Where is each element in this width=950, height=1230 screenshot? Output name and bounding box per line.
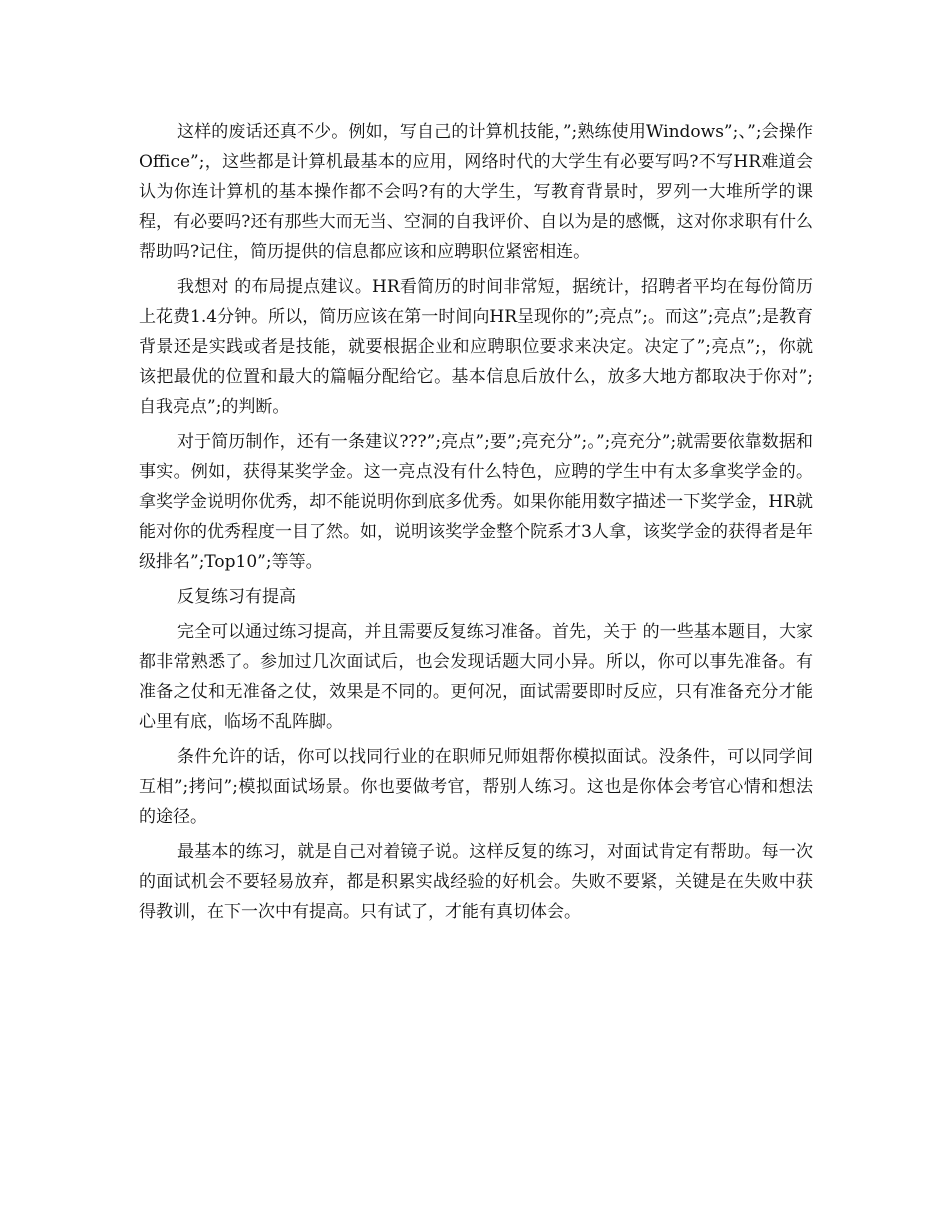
paragraph-1: 这样的废话还真不少。例如，写自己的计算机技能，”;熟练使用Windows”;、”;会操作Office”;，这些都是计算机最基本的应用，网络时代的大学生有必要写吗?不写HR难道会认为你连计算机的基本操作都不会吗?有的大学生，写教育背景时，罗列一大堆所学的课程，有必要吗?还有那些大而无当、空洞的自我评价、自以为是的感慨，这对你求职有什么帮助吗?记住，简历提供的信息都应该和应聘职位紧密相连。 [139, 122, 813, 262]
paragraph-5: 条件允许的话，你可以找同行业的在职师兄师姐帮你模拟面试。没条件，可以同学间互相”;拷问”;模拟面试场景。你也要做考官，帮别人练习。这也是你体会考官心情和想法的途径。 [139, 747, 813, 827]
paragraph-3: 对于简历制作，还有一条建议???”;亮点”;要”;亮充分”;。”;亮充分”;就需要依靠数据和事实。例如，获得某奖学金。这一亮点没有什么特色，应聘的学生中有太多拿奖学金的。拿奖学金说明你优秀，却不能说明你到底多优秀。如果你能用数字描述一下奖学金，HR就能对你的优秀程度一目了然。如，说明该奖学金整个院系才3人拿，该奖学金的获得者是年级排名”;Top10”;等等。 [139, 432, 813, 572]
section-heading: 反复练习有提高 [177, 587, 296, 607]
document-body [139, 117, 813, 932]
paragraph-6: 最基本的练习，就是自己对着镜子说。这样反复的练习，对面试肯定有帮助。每一次的面试机会不要轻易放弃，都是积累实战经验的好机会。失败不要紧，关键是在失败中获得教训，在下一次中有提高。只有试了，才能有真切体会。 [139, 842, 813, 922]
paragraph-2: 我想对 的布局提点建议。HR看简历的时间非常短，据统计，招聘者平均在每份简历上花费1.4分钟。所以，简历应该在第一时间向HR呈现你的”;亮点”;。而这”;亮点”;是教育背景还是实践或者是技能，就要根据企业和应聘职位要求来决定。决定了”;亮点”;，你就该把最优的位置和最大的篇幅分配给它。基本信息后放什么，放多大地方都取决于你对”;自我亮点”;的判断。 [139, 277, 813, 417]
paragraph-4: 完全可以通过练习提高，并且需要反复练习准备。首先，关于 的一些基本题目，大家都非常熟悉了。参加过几次面试后，也会发现话题大同小异。所以，你可以事先准备。有准备之仗和无准备之仗，效果是不同的。更何况，面试需要即时反应，只有准备充分才能心里有底，临场不乱阵脚。 [139, 622, 813, 732]
